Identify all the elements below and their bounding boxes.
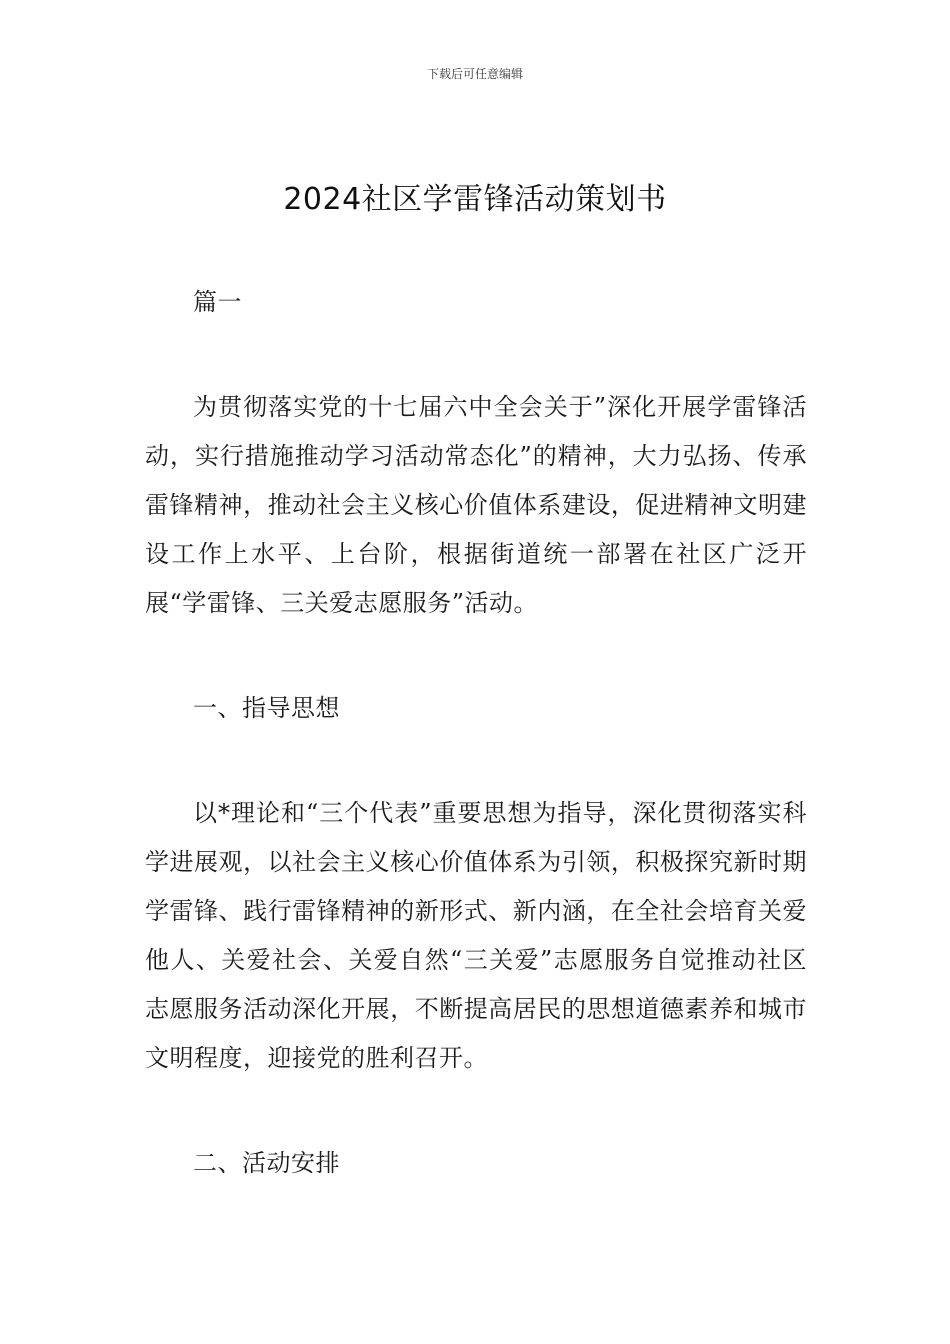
spacer <box>145 628 807 684</box>
section-heading-guiding-ideology: 一、指导思想 <box>193 694 340 722</box>
document-body <box>145 278 807 1188</box>
section-heading-activity-arrangement: 二、活动安排 <box>193 1149 340 1177</box>
intro-paragraph: 为贯彻落实党的十七届六中全会关于”深化开展学雷锋活动，实行措施推动学习活动常态化”的精神，大力弘扬、传承雷锋精神，推动社会主义核心价值体系建设，促进精神文明建设工作上水平、上台阶，根据街道统一部署在社区广泛开展“学雷锋、三关爱志愿服务”活动。 <box>145 393 807 617</box>
guiding-ideology-paragraph: 以*理论和“三个代表”重要思想为指导，深化贯彻落实科学进展观，以社会主义核心价值体系为引领，积极探究新时期学雷锋、践行雷锋精神的新形式、新内涵，在全社会培育关爱他人、关爱社会、关爱自然“三关爱”志愿服务自觉推动社区志愿服务活动深化开展，不断提高居民的思想道德素养和城市文明程度，迎接党的胜利召开。 <box>145 799 807 1072</box>
part-label: 篇一 <box>193 288 242 316</box>
spacer <box>145 327 807 383</box>
document-title: 2024社区学雷锋活动策划书 <box>283 182 667 217</box>
spacer <box>145 1083 807 1139</box>
page-header-note: 下载后可任意编辑 <box>426 67 523 81</box>
spacer <box>145 733 807 789</box>
